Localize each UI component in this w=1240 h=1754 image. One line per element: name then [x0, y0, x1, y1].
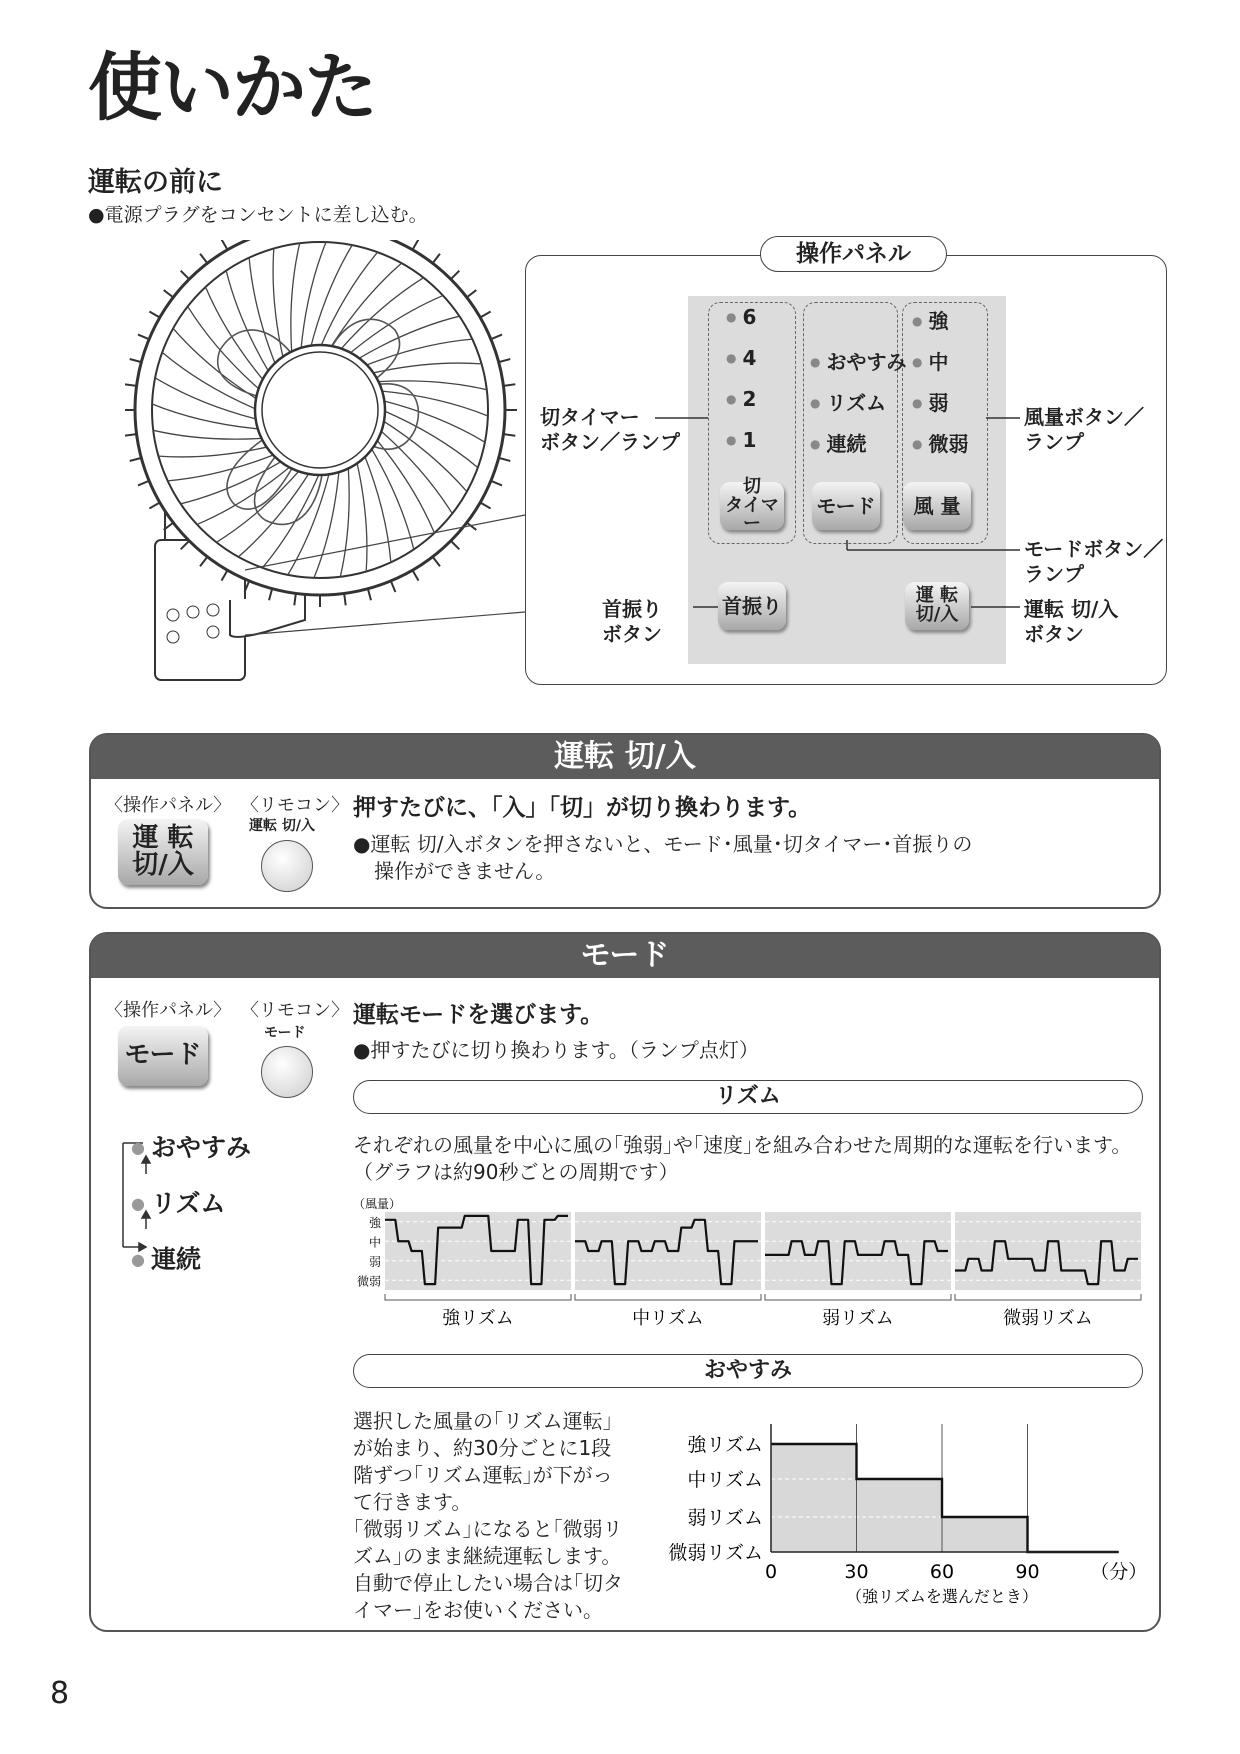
mode-lamp: ● 連続 — [810, 428, 866, 457]
oyasumi-step-area — [942, 1517, 1028, 1552]
rhythm-subhead: リズム — [353, 1080, 1143, 1114]
oyasumi-text-line: 選択した風量の｢リズム運転｣ — [353, 1409, 613, 1433]
mode-lamp: ● おやすみ — [810, 346, 906, 375]
timer-callout: 切タイマー ボタン／ランプ — [540, 405, 680, 454]
oyasumi-subhead: おやすみ — [353, 1354, 1143, 1388]
oyasumi-text-line: イマー｣をお使いください。 — [353, 1598, 603, 1622]
before-note: ●電源プラグをコンセントに差し込む。 — [88, 204, 428, 226]
oyasumi-step-area — [771, 1444, 857, 1552]
oyasumi-text-line: ズム｣のまま継続運転します。 — [353, 1544, 622, 1568]
rhythm-panel-label: 弱リズム — [822, 1308, 894, 1329]
rhythm-ytick: 微弱 — [356, 1274, 381, 1289]
cycle-rhythm: ● リズム — [131, 1184, 225, 1220]
operation-panel-title: 操作パネル — [760, 236, 947, 272]
rhythm-ylabel: （風量） — [353, 1197, 402, 1211]
rhythm-text-1: それぞれの風量を中心に風の｢強弱｣や｢速度｣を組み合わせた周期的な運転を行います。 — [353, 1133, 1132, 1157]
before-title: 運転の前に — [88, 167, 223, 198]
wind-lamp: ● 弱 — [912, 387, 948, 416]
oyasumi-xtick: 30 — [844, 1561, 869, 1583]
rhythm-panel-label: 強リズム — [442, 1308, 514, 1329]
oyasumi-ytick: 強リズム — [687, 1434, 763, 1456]
swing-callout: 首振り ボタン — [602, 597, 662, 646]
timer-lamp: ● 4 — [726, 346, 756, 370]
timer-lamp: ● 1 — [726, 428, 756, 452]
oyasumi-text-line: ｢微弱リズム｣になると｢微弱リ — [353, 1517, 623, 1541]
oyasumi-xtick: 0 — [764, 1561, 778, 1583]
timer-lamp: ● 2 — [726, 387, 756, 411]
fan-illustration — [125, 240, 545, 690]
oyasumi-text-line: 階ずつ｢リズム運転｣が下がっ — [353, 1463, 613, 1487]
power-lead: 押すたびに、「入」「切」が切り換わります。 — [353, 795, 812, 821]
mode-note: ●押すたびに切り換わります。（ランプ点灯） — [353, 1038, 759, 1062]
oyasumi-note: （強リズムを選んだとき） — [846, 1587, 1038, 1604]
mode-panel-label: 〈操作パネル〉 — [105, 1000, 231, 1021]
oyasumi-chart — [651, 1404, 1161, 1604]
oyasumi-text-line: て行きます。 — [353, 1490, 472, 1514]
wind-lamp: ● 微弱 — [912, 428, 968, 457]
cycle-oyasumi: ● おやすみ — [131, 1128, 251, 1164]
mode-lead: 運転モードを選びます。 — [353, 1002, 604, 1028]
fan-guard-icon — [125, 240, 517, 680]
mode-callout: モードボタン／ ランプ — [1024, 537, 1164, 586]
power-panel-label: 〈操作パネル〉 — [105, 795, 231, 816]
wind-lamp: ● 中 — [912, 346, 948, 375]
rhythm-bracket — [955, 1294, 1141, 1300]
power-remote-label: 〈リモコン〉 — [241, 795, 349, 816]
mode-section-header: モード — [91, 934, 1159, 978]
power-button[interactable]: 運 転 切/入 — [905, 582, 969, 630]
oyasumi-text-line: 自動で停止したい場合は｢切タ — [353, 1571, 623, 1595]
rhythm-text-2: （グラフは約90秒ごとの周期です） — [353, 1160, 679, 1184]
oyasumi-ytick: 微弱リズム — [668, 1542, 763, 1564]
swing-button[interactable]: 首振り — [718, 582, 786, 630]
oyasumi-xtick: 60 — [929, 1561, 955, 1583]
rhythm-panel-label: 中リズム — [632, 1308, 704, 1329]
wind-callout: 風量ボタン／ ランプ — [1024, 405, 1144, 454]
mode-remote-button[interactable] — [261, 1046, 313, 1098]
mode-section — [89, 932, 1161, 1632]
cycle-continuous: ● 連続 — [131, 1240, 201, 1276]
page-title: 使いかた — [88, 45, 376, 131]
page-number: 8 — [50, 1676, 70, 1711]
mode-remote-label: 〈リモコン〉 — [241, 1000, 349, 1021]
power-section — [89, 733, 1161, 909]
oyasumi-step-area — [857, 1479, 943, 1552]
timer-lamp: ● 6 — [726, 305, 756, 329]
wind-button[interactable]: 風 量 — [903, 482, 971, 530]
mode-lamp: ● リズム — [810, 387, 886, 416]
oyasumi-xtick: 90 — [1015, 1561, 1040, 1583]
mode-panel-button[interactable]: モード — [118, 1026, 208, 1086]
power-section-header: 運転 切/入 — [91, 735, 1159, 779]
rhythm-ytick: 中 — [368, 1235, 381, 1250]
power-remote-caption: 運転 切/入 — [249, 818, 315, 834]
power-panel-button[interactable]: 運 転 切/入 — [118, 819, 208, 885]
oyasumi-text — [353, 1408, 653, 1624]
mode-remote-caption: モード — [264, 1025, 306, 1041]
rhythm-panel-label: 微弱リズム — [1003, 1308, 1093, 1329]
oyasumi-ytick: 中リズム — [687, 1469, 763, 1491]
rhythm-ytick: 強 — [368, 1215, 381, 1230]
wind-lamp: ● 強 — [912, 305, 948, 334]
timer-button[interactable]: 切 タイマー — [720, 482, 784, 530]
power-note-2: 操作ができません。 — [374, 859, 556, 883]
rhythm-ytick: 弱 — [368, 1254, 381, 1269]
mode-button[interactable]: モード — [812, 482, 880, 530]
rhythm-bracket — [575, 1294, 761, 1300]
power-remote-button[interactable] — [261, 840, 313, 892]
oyasumi-xlabel: （分） — [1090, 1561, 1148, 1583]
rhythm-bracket — [765, 1294, 951, 1300]
oyasumi-text-line: が始まり、約30分ごとに1段 — [353, 1436, 612, 1460]
rhythm-bracket — [385, 1294, 571, 1300]
power-note-1: ●運転 切/入ボタンを押さないと、モード･風量･切タイマー･首振りの — [353, 832, 973, 856]
rhythm-chart — [353, 1196, 1143, 1331]
oyasumi-ytick: 弱リズム — [687, 1507, 763, 1529]
power-callout: 運転 切/入 ボタン — [1024, 597, 1119, 646]
